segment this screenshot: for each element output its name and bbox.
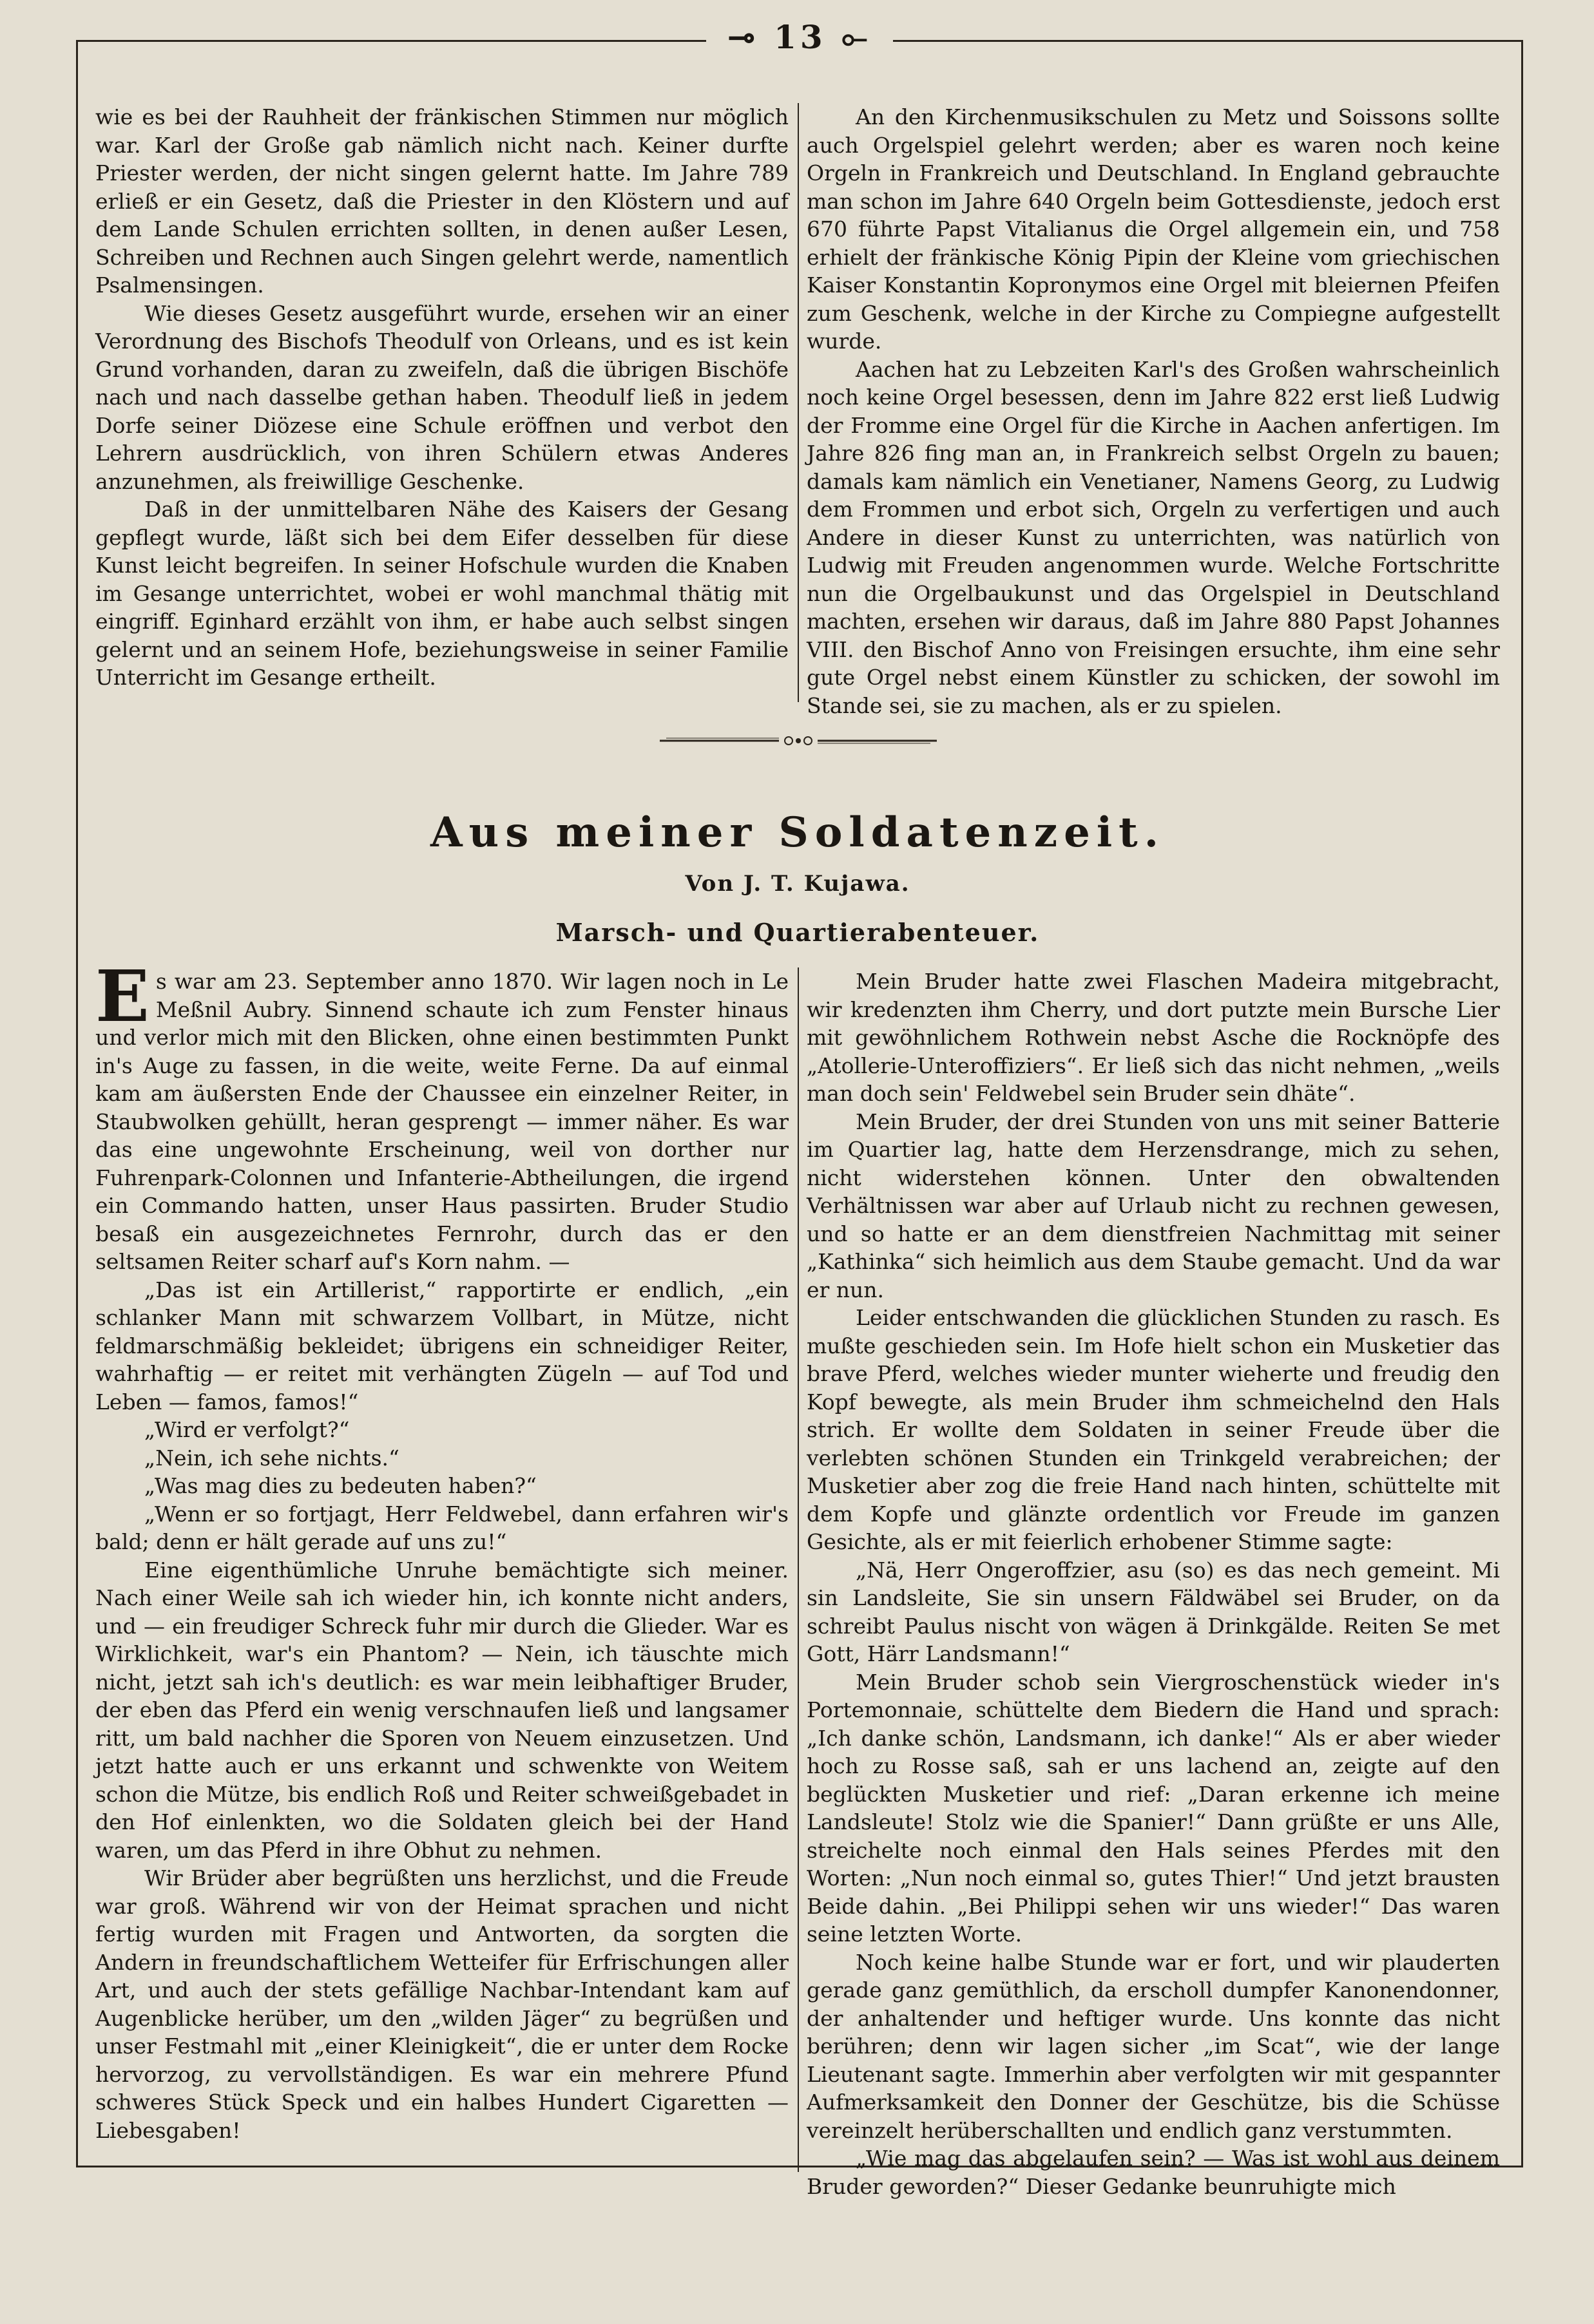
paragraph: „Nä, Herr Ongeroffzier, asu (so) es das nech gemeint. Mi sin Landsleite, Sie sin unsern Fäldwäbel sei Bruder, on da schreibt Paulus nischt von wägen ä Drinkgälde. Reiten Se met Gott, Härr Landsmann!“ <box>807 1557 1500 1666</box>
paragraph: Wie dieses Gesetz ausgeführt wurde, ersehen wir an einer Verordnung des Bischofs Theodulf von Orleans, und es ist kein Grund vorhanden, daran zu zweifeln, daß die übrigen Bischöfe nach und nach dasselbe gethan haben. Theodulf ließ in jedem Dorfe seiner Diözese eine Schule eröffnen und verbot den Lehrern ausdrücklich, von ihren Schülern etwas Anderes anzunehmen, als freiwillige Geschenke. <box>95 300 789 494</box>
paragraph: Eine eigenthümliche Unruhe bemächtigte sich meiner. Nach einer Weile sah ich wieder hin, ich konnte nicht anders, und — ein freudiger Schreck fuhr mir durch die Glieder. War es Wirklichkeit, war's ein Phantom? — Nein, ich täuschte mich nicht, jetzt sah ich's deutlich: es war mein leibhaftiger Bruder, der eben das Pferd ein wenig verschnaufen ließ und langsamer ritt, um bald nachher die Sporen von Neuem einzusetzen. Und jetzt hatte auch er uns erkannt und schwenkte von Weitem schon die Mütze, bis endlich Roß und Reiter schweißgebadet in den Hof einlenkten, wo die Soldaten gleich bei der Hand waren, um das Pferd in ihre Obhut zu nehmen. <box>95 1557 789 1863</box>
column-divider <box>798 103 799 702</box>
paragraph: wie es bei der Rauhheit der fränkischen Stimmen nur möglich war. Karl der Große gab nämlich nicht nach. Keiner durfte Priester werden, der nicht singen gelernt hatte. Im Jahre 789 erließ er ein Gesetz, daß die Priester in den Klöstern und auf dem Lande Schulen errichten sollten, in denen außer Lesen, Schreiben und Rechnen auch Singen gelehrt werde, namentlich Psalmensingen. <box>95 104 789 298</box>
paragraph: „Wird er verfolgt?“ <box>144 1417 350 1442</box>
ornamental-divider-icon <box>660 733 937 748</box>
paragraph: Mein Bruder, der drei Stunden von uns mit seiner Batterie im Quartier lag, hatte dem Herzensdrange, mich zu sehen, nicht widerstehen können. Unter den obwaltenden Verhältnissen war aber auf Urlaub nicht zu rechnen gewesen, und so hatte er an dem dienstfreien Nachmittag mit seiner „Kathinka“ sich heimlich aus dem Staube gemacht. Und da war er nun. <box>807 1109 1500 1302</box>
ornament-left-icon: ⊸ <box>727 18 774 56</box>
bottom-left-column <box>95 955 789 2144</box>
ornament-right-icon: ⟜ <box>826 18 872 56</box>
page-number <box>78 18 1521 57</box>
paragraph: Mein Bruder schob sein Viergroschenstück wieder in's Portemonnaie, schüttelte dem Biedern die Hand und sprach: „Ich danke schön, Landsmann, ich danke!“ Als er aber wieder hoch zu Rosse saß, sah er uns lachend an, zeigte auf den beglückten Musketier und rief: „Daran erkenne ich meine Landsleute! Stolz wie die Spanier!“ Dann grüßte er uns Alle, streichelte noch einmal den Hals seines Pferdes mit den Worten: „Nun noch einmal so, gutes Thier!“ Und jetzt brausten Beide dahin. „Bei Philippi sehen wir uns wieder!“ Das waren seine letzten Worte. <box>807 1669 1500 1947</box>
paragraph: Noch keine halbe Stunde war er fort, und wir plauderten gerade ganz gemüthlich, da erscholl dumpfer Kanonendonner, der anhaltender und heftiger wurde. Uns konnte das nicht berühren; denn wir lagen sicher „im Scat“, wie der lange Lieutenant sagte. Immerhin aber verfolgten wir mit gespannter Aufmerksamkeit den Donner der Geschütze, bis die Schüsse vereinzelt herüberschallten und endlich ganz verstummten. <box>807 1949 1500 2143</box>
article-subtitle: Marsch- und Quartierabenteuer. <box>555 918 1040 947</box>
paragraph: „Wenn er so fortjagt, Herr Feldwebel, dann erfahren wir's bald; denn er hält gerade auf uns zu!“ <box>95 1501 789 1554</box>
paragraph: „Das ist ein Artillerist,“ rapportirte er endlich, „ein schlanker Mann mit schwarzem Vollbart, in Mütze, nicht feldmarschmäßig bekleidet; übrigens ein schneidiger Reiter, wahrhaftig — er reitet mit verhängten Zügeln — auf Tod und Leben — famos, famos!“ <box>95 1277 789 1414</box>
paragraph-with-dropcap: Es war am 23. September anno 1870. Wir lagen noch in Le Meßnil Aubry. Sinnend schaute ich zum Fenster hinaus und verlor mich mit den Blicken, ohne einen bestimmten Punkt in's Auge zu fassen, in die weite, weite Ferne. Da auf einmal kam am äußersten Ende der Chaussee ein einzelner Reiter, in Staubwolken gehüllt, heran gesprengt — immer näher. Es war das eine ungewohnte Erscheinung, weil von dorther nur Fuhrenpark-Colonnen und Infanterie-Abtheilungen, die irgend ein Commando hatten, unser Haus passirten. Bruder Studio besaß ein ausgezeichnetes Fernrohr, durch das er den seltsamen Reiter scharf auf's Korn nahm. — <box>95 955 789 1274</box>
paragraph: Mein Bruder hatte zwei Flaschen Madeira mitgebracht, wir kredenzten ihm Cherry, und dort putzte mein Bursche Lier mit gewöhnlichem Rothwein nebst Asche die Rocknöpfe des „Atollerie-Unteroffiziers“. Er ließ sich das nicht nehmen, „weils man doch sein' Feldwebel sein Bruder sein dhäte“. <box>807 969 1500 1106</box>
page-number-value: 13 <box>774 18 827 56</box>
paragraph: „Nein, ich sehe nichts.“ <box>144 1445 399 1471</box>
drop-cap: E <box>95 955 149 1038</box>
paragraph: „Was mag dies zu bedeuten haben?“ <box>144 1473 537 1498</box>
paragraph: Daß in der unmittelbaren Nähe des Kaisers der Gesang gepflegt wurde, läßt sich bei dem Eifer desselben für diese Kunst leicht begreifen. In seiner Hofschule wurden die Knaben im Gesange unterrichtet, wobei er wohl manchmal thätig mit eingriff. Eginhard erzählt von ihm, er habe auch selbst singen gelernt und an seinem Hofe, beziehungsweise in seiner Familie Unterricht im Gesange ertheilt. <box>95 497 789 690</box>
paragraph: Leider entschwanden die glücklichen Stunden zu rasch. Es mußte geschieden sein. Im Hofe hielt schon ein Musketier das brave Pferd, welches wieder munter wieherte und freudig den Kopf bewegte, als mein Bruder ihm schmeichelnd den Hals strich. Er wollte dem Soldaten in seiner Freude über die verlebten schönen Stunden ein Trinkgeld verabreichen; der Musketier aber zog die freie Hand nach hinten, schüttelte mit dem Kopfe und glänzte ordentlich vor Freude im ganzen Gesichte, als er mit feierlich erhobener Stimme sagte: <box>807 1305 1500 1554</box>
article-byline: Von J. T. Kujawa. <box>685 871 910 897</box>
paragraph: Wir Brüder aber begrüßten uns herzlichst, und die Freude war groß. Während wir von der Heimat sprachen und nicht fertig wurden mit Fragen und Antworten, da sorgten die Andern in freundschaftlichem Wetteifer für Erfrischungen aller Art, und auch der stets gefällige Nachbar-Intendant kam auf Augenblicke herüber, um den „wilden Jäger“ zu begrüßen und unser Festmahl mit „einer Kleinigkeit“, die er unter dem Rocke hervorzog, zu vervollständigen. Es war ein mehrere Pfund schweres Stück Speck und ein halbes Hundert Cigaretten — Liebesgaben! <box>95 1865 789 2143</box>
bottom-right-column <box>807 967 1500 2200</box>
top-right-column <box>807 103 1500 719</box>
paragraph: An den Kirchenmusikschulen zu Metz und Soissons sollte auch Orgelspiel gelehrt werden; aber es waren noch keine Orgeln in Frankreich und Deutschland. In England gebrauchte man schon im Jahre 640 Orgeln beim Gottesdienste, jedoch erst 670 führte Papst Vitalianus die Orgel allgemein ein, und 758 erhielt der fränkische König Pipin der Kleine vom griechischen Kaiser Konstantin Kopronymos eine Orgel mit bleiernen Pfeifen zum Geschenk, welche in der Kirche zu Compiegne aufgestellt wurde. <box>807 104 1500 354</box>
top-left-column <box>95 103 789 692</box>
paragraph: „Wie mag das abgelaufen sein? — Was ist wohl aus deinem Bruder geworden?“ Dieser Gedanke beunruhigte mich <box>807 2146 1500 2199</box>
column-divider <box>798 967 799 2172</box>
article-title: Aus meiner Soldatenzeit. <box>430 808 1165 857</box>
paragraph: Aachen hat zu Lebzeiten Karl's des Großen wahrscheinlich noch keine Orgel besessen, denn im Jahre 822 erst ließ Ludwig der Fromme eine Orgel für die Kirche in Aachen anfertigen. Im Jahre 826 fing man an, in Frankreich selbst Orgeln zu bauen; damals kam nämlich ein Venetianer, Namens Georg, zu Ludwig dem Frommen und erbot sich, Orgeln zu verfertigen und auch Andere in dieser Kunst zu unterrichten, was natürlich von Ludwig mit Freuden angenommen wurde. Welche Fortschritte nun die Orgelbaukunst und das Orgelspiel in Deutschland machten, ersehen wir daraus, daß im Jahre 880 Papst Johannes VIII. den Bischof Anno von Freisingen ersuchte, ihm eine sehr gute Orgel nebst einem Künstler zu schicken, der sowohl im Stande sei, sie zu machen, als er zu spielen. <box>807 356 1500 718</box>
